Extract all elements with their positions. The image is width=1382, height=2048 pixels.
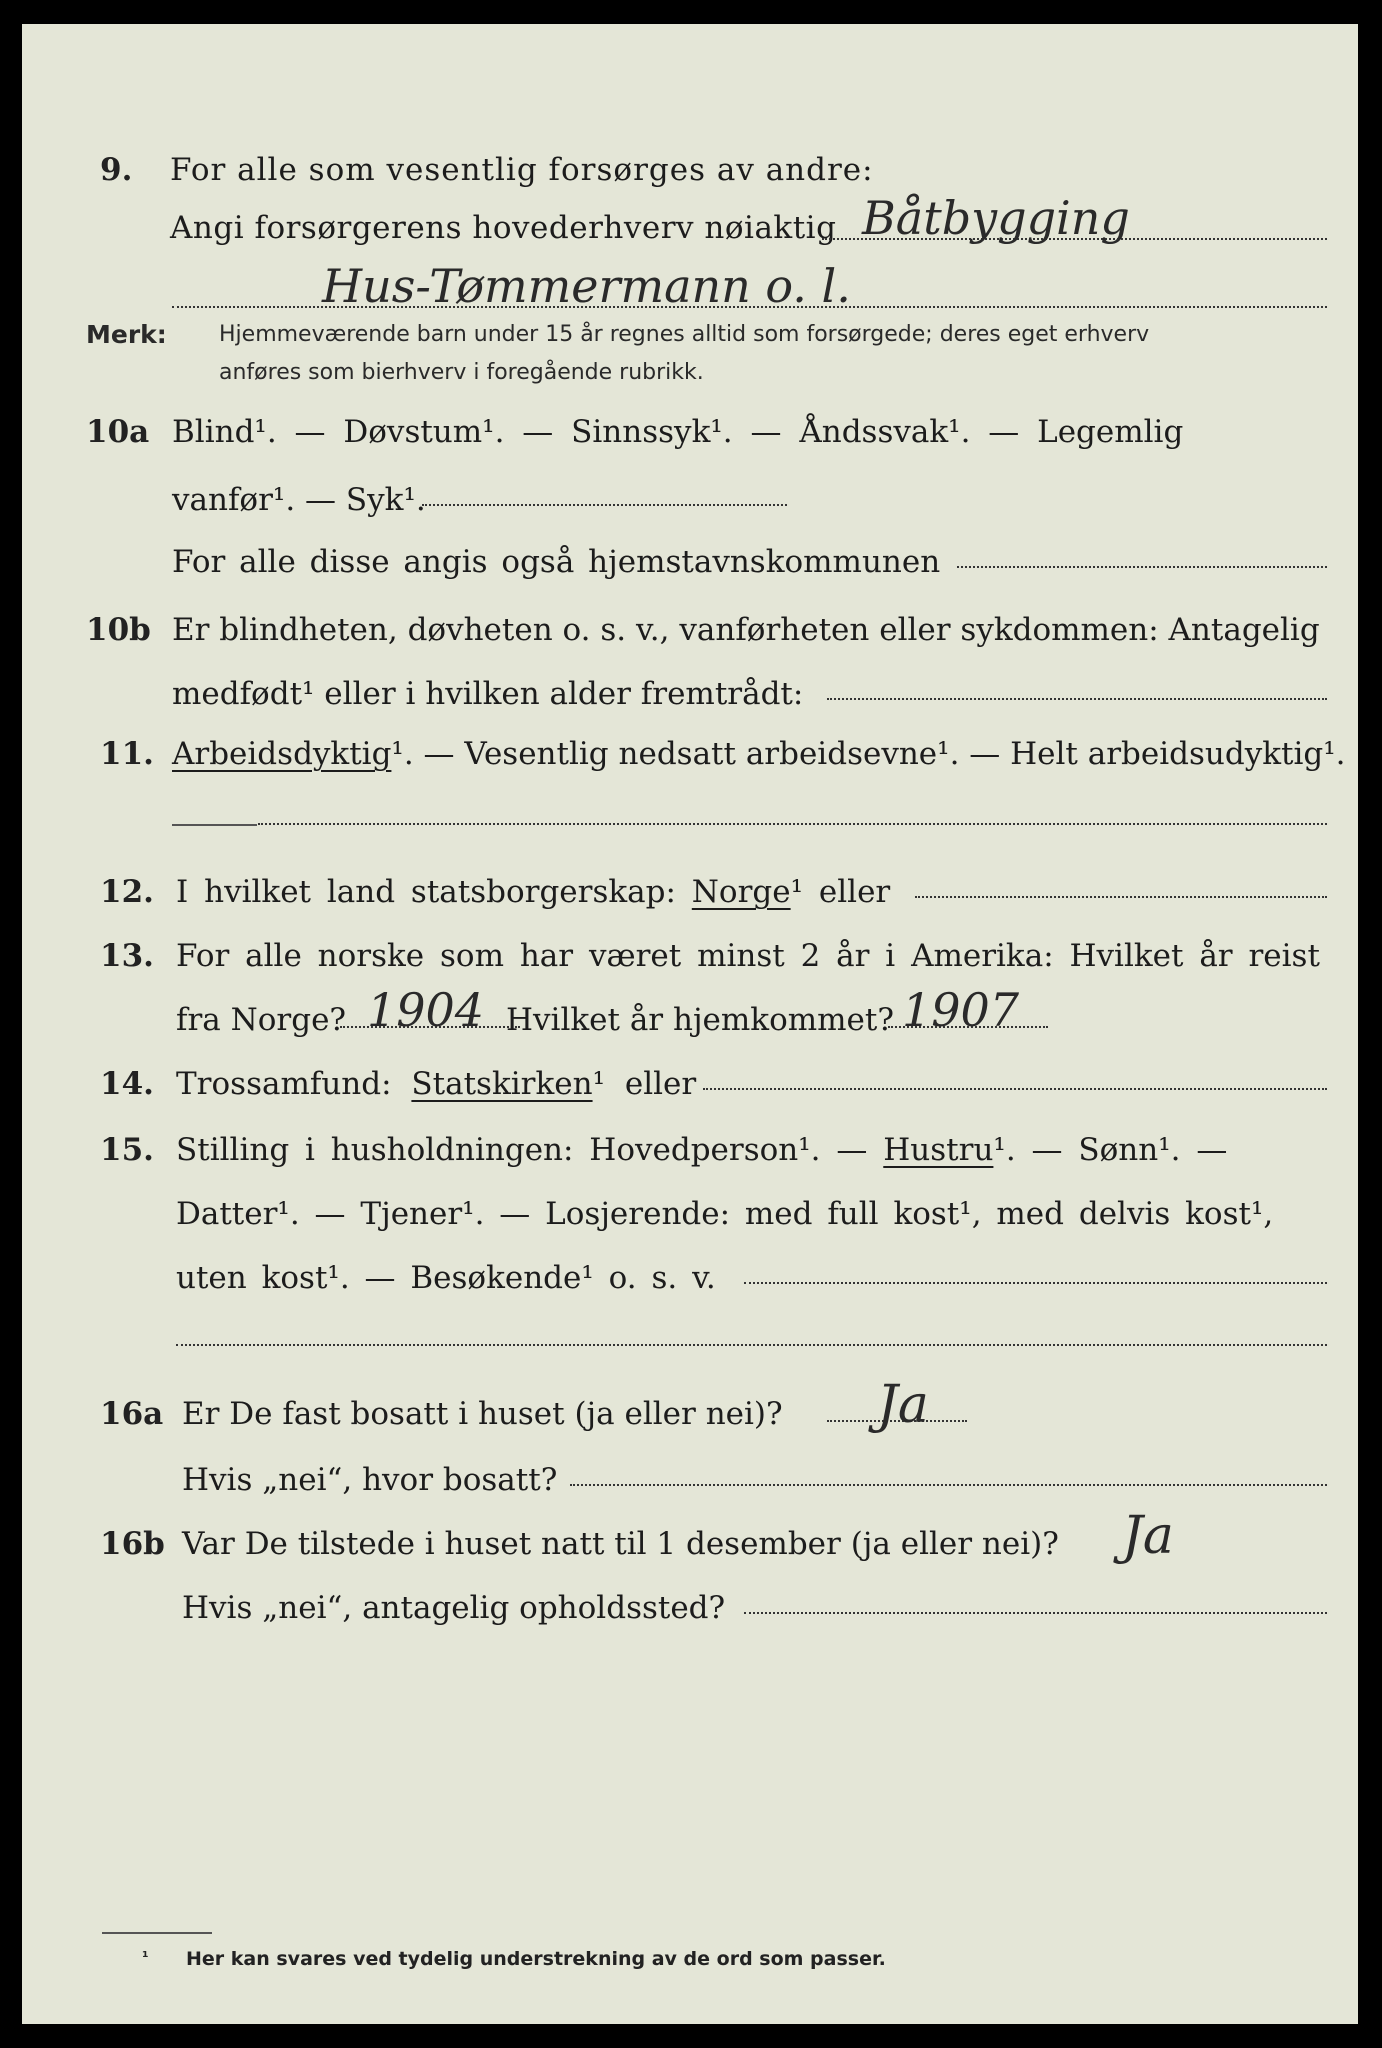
q15-line2: Datter¹. — Tjener¹. — Losjerende: med full kost¹, med delvis kost¹,: [176, 1196, 1274, 1232]
q10b-line1: Er blindheten, døvheten o. s. v., vanførheten eller sykdommen: Antagelig: [172, 612, 1320, 648]
q15-line1: [176, 1132, 1227, 1168]
q9-number: 9.: [100, 152, 133, 188]
census-form-page: [22, 24, 1358, 2024]
q16a-line2: Hvis „nei“, hvor bosatt?: [182, 1462, 558, 1498]
q16b-number: 16b: [100, 1526, 165, 1562]
q13-line2b: Hvilket år hjemkommet?: [506, 1002, 894, 1038]
q15-line1a: Stilling i husholdningen: Hovedperson¹. —: [176, 1132, 868, 1168]
q10b-answer-line: [827, 698, 1327, 700]
merk-label: Merk:: [86, 320, 167, 349]
q13-line2a: fra Norge?: [176, 1002, 347, 1038]
q15-answer-line: [744, 1282, 1327, 1284]
q11-underline-short: [172, 824, 257, 826]
q11-text: [172, 736, 1346, 772]
q16b-answer[interactable]: Ja: [1122, 1506, 1174, 1566]
q16b-line2: Hvis „nei“, antagelig opholdssted?: [182, 1590, 726, 1626]
merk-line2: anføres som bierhverv i foregående rubrikk.: [219, 360, 704, 385]
q12-question: I hvilket land statsborgerskap:: [176, 874, 676, 910]
footnote-rule: [102, 1932, 212, 1934]
q14-text: [176, 1066, 696, 1102]
q15-line3: uten kost¹. — Besøkende¹ o. s. v.: [176, 1260, 716, 1296]
q14-rest: ¹ eller: [592, 1066, 697, 1102]
q10a-answer-line: [422, 504, 787, 506]
q16a-line1: Er De fast bosatt i huset (ja eller nei)?: [182, 1396, 783, 1432]
q16a-where-line: [570, 1484, 1327, 1486]
q16a-answer[interactable]: Ja: [877, 1375, 929, 1435]
q12-text: [176, 874, 890, 910]
q10a-line3: For alle disse angis også hjemstavnskommunen: [172, 544, 941, 580]
q11-answer-line: [258, 823, 1327, 825]
q9-line2: Angi forsørgerens hovederhverv nøiaktig: [170, 210, 837, 246]
q10a-home-line: [957, 566, 1327, 568]
q10a-line2: vanfør¹. — Syk¹.: [172, 482, 426, 518]
q13-line1: For alle norske som har været minst 2 år i Amerika: Hvilket år reist: [176, 938, 1320, 974]
q14-option-statskirken[interactable]: Statskirken: [411, 1066, 593, 1102]
q12-option-norge[interactable]: Norge: [691, 874, 791, 910]
q16b-where-line: [744, 1612, 1327, 1614]
q14-number: 14.: [100, 1066, 154, 1102]
footnote-mark: ¹: [142, 1948, 149, 1966]
q11-number: 11.: [100, 736, 154, 772]
q9-answer1[interactable]: Båtbygging: [862, 191, 1130, 245]
q11-rest: ¹. — Vesentlig nedsatt arbeidsevne¹. — Helt arbeidsudyktig¹.: [391, 736, 1346, 772]
q16b-line1: Var De tilstede i huset natt til 1 desember (ja eller nei)?: [182, 1526, 1059, 1562]
q15-number: 15.: [100, 1132, 154, 1168]
q9-line1: For alle som vesentlig forsørges av andre:: [170, 152, 874, 188]
q16a-number: 16a: [100, 1396, 164, 1432]
q14-answer-line: [703, 1088, 1327, 1090]
q15-line1b: ¹. — Sønn¹. —: [993, 1132, 1228, 1168]
q10a-line1: Blind¹. — Døvstum¹. — Sinnssyk¹. — Åndssvak¹. — Legemlig: [172, 414, 1184, 450]
q12-rest: ¹ eller: [790, 874, 891, 910]
q13-answer-return[interactable]: 1907: [902, 983, 1020, 1037]
q9-answer2[interactable]: Hus-Tømmermann o. l.: [322, 259, 851, 313]
q15-extra-line: [176, 1344, 1327, 1346]
q15-option-hustru[interactable]: Hustru: [883, 1132, 994, 1168]
q14-question: Trossamfund:: [176, 1066, 392, 1102]
q10a-number: 10a: [86, 414, 150, 450]
merk-line1: Hjemmeværende barn under 15 år regnes alltid som forsørgede; deres eget erhverv: [219, 322, 1150, 347]
q13-answer-left[interactable]: 1904: [367, 983, 485, 1037]
q10b-line2: medfødt¹ eller i hvilken alder fremtrådt:: [172, 676, 804, 712]
q10b-number: 10b: [86, 612, 151, 648]
q12-answer-line: [915, 896, 1327, 898]
footnote-text: Her kan svares ved tydelig understrekning av de ord som passer.: [186, 1948, 886, 1970]
q11-option-arbeidsdyktig[interactable]: Arbeidsdyktig: [172, 736, 392, 772]
q12-number: 12.: [100, 874, 154, 910]
q13-number: 13.: [100, 938, 154, 974]
